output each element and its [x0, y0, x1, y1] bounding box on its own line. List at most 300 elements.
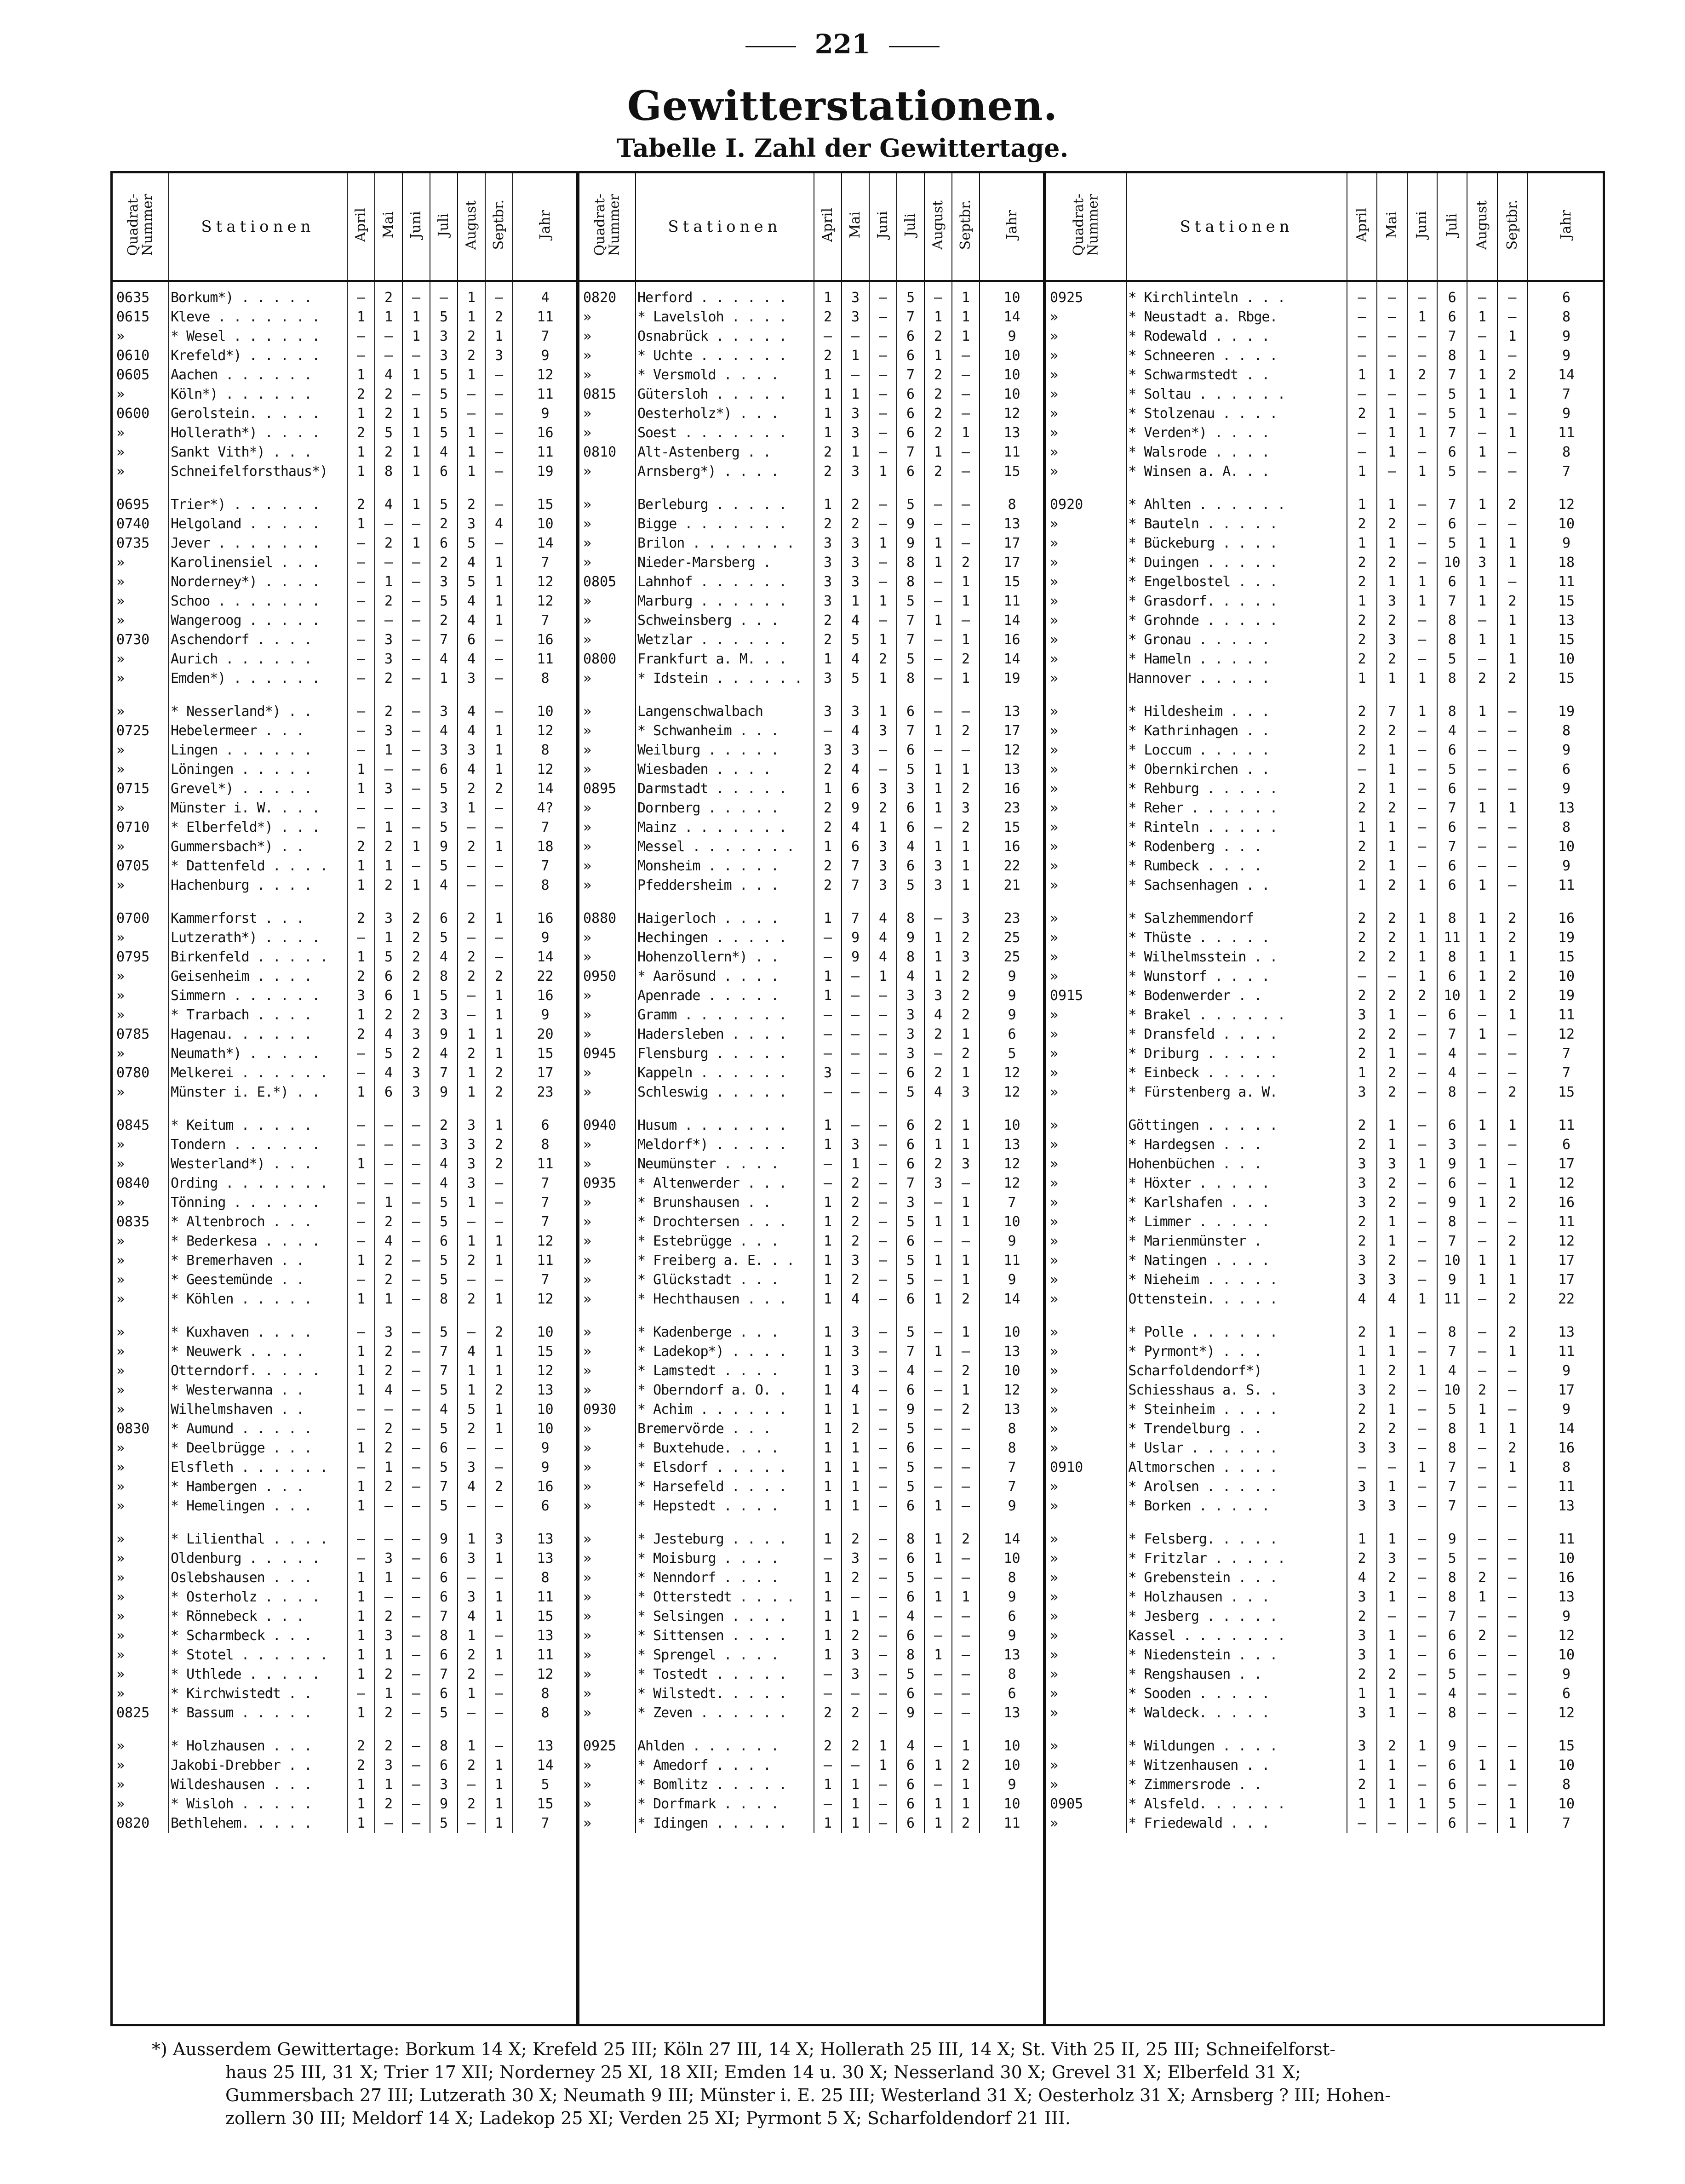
quadrat-number: »: [1046, 1251, 1126, 1270]
count-jahr: 17: [1558, 1156, 1575, 1172]
count-august: —: [1467, 1646, 1497, 1665]
station-name: * Felsberg. . . . .: [1126, 1530, 1347, 1549]
station-name: Aschendorf . . . .: [169, 630, 347, 650]
station-name: * Selsingen . . . .: [636, 1607, 814, 1626]
count-april: 2: [814, 462, 842, 481]
station-name: * Rengshausen . .: [1126, 1665, 1347, 1684]
count-august: —: [1467, 1063, 1497, 1083]
count-august: —: [1467, 1530, 1497, 1549]
station-row: [1046, 1458, 1605, 1477]
quadrat-number: 0725: [113, 721, 169, 741]
count-septbr: 2: [1497, 1323, 1527, 1342]
header-april: [347, 173, 375, 281]
station-row: [113, 741, 577, 760]
station-name: * Engelbostel . . .: [1126, 572, 1347, 592]
count-septbr: 2: [1497, 967, 1527, 986]
station-row: [113, 611, 577, 630]
count-mai: 1: [1377, 1342, 1407, 1361]
count-septbr: —: [485, 404, 513, 423]
count-august: 1: [1467, 1251, 1497, 1270]
spacer-cell: [458, 1723, 485, 1737]
count-juni: —: [402, 1607, 430, 1626]
spacer-cell: [1467, 1102, 1497, 1116]
count-jahr: 7: [541, 612, 550, 629]
count-april: —: [1347, 346, 1377, 366]
count-juni: 1: [402, 404, 430, 423]
count-juni: —: [869, 1342, 897, 1361]
quadrat-number: »: [113, 423, 169, 443]
count-juni: —: [402, 1193, 430, 1212]
station-name: * Witzenhausen . .: [1126, 1756, 1347, 1775]
count-mai: 1: [1377, 1116, 1407, 1135]
count-april: —: [347, 1116, 375, 1135]
quadrat-number: »: [579, 592, 636, 611]
spacer-cell: [814, 688, 842, 702]
group-spacer: [113, 1309, 577, 1323]
station-row: [579, 1795, 1044, 1814]
count-juni: 2: [402, 948, 430, 967]
count-april: 1: [347, 1439, 375, 1458]
station-row: [113, 967, 577, 986]
station-name: * Schneeren . . . .: [1126, 346, 1347, 366]
count-juli: 6: [1437, 281, 1467, 308]
count-april: —: [347, 669, 375, 688]
count-august: 1: [1467, 876, 1497, 895]
quadrat-number: »: [579, 308, 636, 327]
count-april: 2: [1347, 986, 1377, 1006]
page-number-text: 221: [814, 29, 871, 60]
count-august: —: [1467, 1212, 1497, 1232]
station-name: * Obernkirchen . .: [1126, 760, 1347, 779]
count-juli: 6: [897, 1795, 924, 1814]
count-juni: —: [402, 721, 430, 741]
spacer-cell: [1467, 1723, 1497, 1737]
quadrat-number: »: [113, 986, 169, 1006]
count-septbr: —: [952, 534, 980, 553]
count-august: 1: [1467, 1270, 1497, 1290]
header-quadrat-nummer: [1046, 173, 1126, 281]
count-april: —: [347, 702, 375, 721]
station-name: * Harsefeld . . . .: [636, 1477, 814, 1497]
count-septbr: 1: [952, 592, 980, 611]
count-mai: 4: [842, 650, 869, 669]
spacer-cell: [842, 1102, 869, 1116]
spacer-cell: [1407, 1102, 1437, 1116]
count-mai: 1: [1377, 1704, 1407, 1723]
spacer-cell: [375, 1309, 402, 1323]
count-jahr: 9: [541, 1007, 550, 1023]
count-mai: 2: [842, 1419, 869, 1439]
count-juni: —: [1407, 650, 1437, 669]
quadrat-number: »: [1046, 572, 1126, 592]
count-mai: 6: [375, 1083, 402, 1102]
count-juni: —: [402, 1704, 430, 1723]
count-juli: 5: [430, 986, 458, 1006]
count-juni: —: [402, 572, 430, 592]
count-juli: 7: [1437, 1232, 1467, 1251]
count-jahr: 21: [1003, 877, 1020, 893]
header-quadrat-nummer-label: Quadrat- Nummer: [592, 194, 623, 256]
count-mai: 1: [1377, 1323, 1407, 1342]
count-juni: —: [402, 281, 430, 308]
count-juli: 5: [1437, 1549, 1467, 1568]
count-jahr: 13: [1003, 761, 1020, 778]
spacer-cell: [814, 1516, 842, 1530]
spacer-cell: [869, 1516, 897, 1530]
count-mai: 5: [842, 669, 869, 688]
station-name: Hechingen . . . . .: [636, 928, 814, 948]
count-juli: 3: [897, 779, 924, 799]
count-septbr: 3: [952, 1083, 980, 1102]
count-juni: —: [1407, 1814, 1437, 1833]
count-mai: 1: [1377, 404, 1407, 423]
count-august: 1: [1467, 799, 1497, 818]
station-name: Lingen . . . . . .: [169, 741, 347, 760]
count-juli: 6: [1437, 1756, 1467, 1775]
footnote-line: haus 25 III, 31 X; Trier 17 XII; Norderney 25 XI, 18 XII; Emden 14 u. 30 X; Nesserland 30 X; Grevel 31 X; Elberfeld 31 X;: [225, 2062, 1301, 2082]
count-septbr: 1: [485, 592, 513, 611]
count-august: —: [924, 650, 952, 669]
count-juli: 3: [897, 1044, 924, 1063]
header-april-label: April: [353, 207, 369, 242]
count-jahr: 14: [537, 781, 554, 797]
count-august: 1: [1467, 909, 1497, 928]
count-juli: 7: [1437, 1458, 1467, 1477]
count-septbr: 2: [1497, 366, 1527, 385]
count-juli: 5: [430, 1270, 458, 1290]
count-juli: 6: [1437, 779, 1467, 799]
station-row: [1046, 1063, 1605, 1083]
count-mai: 2: [1377, 1063, 1407, 1083]
count-august: 1: [1467, 1588, 1497, 1607]
quadrat-number: »: [579, 630, 636, 650]
count-septbr: —: [1497, 1044, 1527, 1063]
count-juli: 6: [1437, 1006, 1467, 1025]
station-row: [579, 1116, 1044, 1135]
count-juli: 5: [430, 857, 458, 876]
quadrat-number: 0605: [113, 366, 169, 385]
station-name: * Lamstedt . . . .: [636, 1361, 814, 1381]
header-juli-label: Juli: [1444, 213, 1460, 237]
count-mai: 6: [375, 986, 402, 1006]
station-name: * Hechthausen . . .: [636, 1290, 814, 1309]
count-jahr: 15: [537, 497, 554, 513]
count-mai: 7: [842, 857, 869, 876]
count-juni: 1: [402, 423, 430, 443]
header-quadrat-nummer-label: Quadrat- Nummer: [125, 194, 156, 256]
count-april: 3: [1347, 1737, 1377, 1756]
count-septbr: 1: [952, 1323, 980, 1342]
station-row: [1046, 702, 1605, 721]
count-april: 2: [1347, 1044, 1377, 1063]
count-juli: 6: [897, 1626, 924, 1646]
count-august: 2: [924, 1025, 952, 1044]
count-april: 2: [347, 967, 375, 986]
count-august: 2: [924, 1063, 952, 1083]
spacer-cell: [347, 1723, 375, 1737]
count-august: —: [924, 572, 952, 592]
count-septbr: 1: [485, 986, 513, 1006]
spacer-cell: [1437, 1723, 1467, 1737]
quadrat-number: »: [113, 1290, 169, 1309]
quadrat-number: »: [579, 553, 636, 572]
spacer-cell: [869, 688, 897, 702]
count-juni: —: [1407, 1025, 1437, 1044]
spacer-cell: [1347, 1723, 1377, 1737]
spacer-cell: [430, 1309, 458, 1323]
station-row: [1046, 1342, 1605, 1361]
count-septbr: —: [1497, 1549, 1527, 1568]
station-name: * Achim . . . . . .: [636, 1400, 814, 1419]
station-name: Kassel . . . . . . .: [1126, 1626, 1347, 1646]
count-april: 1: [347, 1795, 375, 1814]
count-juli: 5: [1437, 385, 1467, 404]
station-name: * Thüste . . . . .: [1126, 928, 1347, 948]
count-septbr: 2: [1497, 986, 1527, 1006]
count-juli: 5: [430, 592, 458, 611]
station-row: [1046, 611, 1605, 630]
station-name: Borkum*) . . . . .: [169, 281, 347, 308]
station-row: [113, 669, 577, 688]
count-septbr: 1: [1497, 385, 1527, 404]
header-septbr: [485, 173, 513, 281]
count-august: —: [1467, 1795, 1497, 1814]
station-name: Kleve . . . . . . .: [169, 308, 347, 327]
count-mai: 1: [842, 1439, 869, 1458]
count-juli: 4: [430, 443, 458, 462]
count-juli: 6: [897, 1381, 924, 1400]
count-mai: 2: [1377, 1381, 1407, 1400]
count-juni: —: [869, 443, 897, 462]
station-row: [1046, 1756, 1605, 1775]
count-august: —: [458, 1497, 485, 1516]
count-august: 1: [924, 1342, 952, 1361]
count-jahr: 10: [1558, 1647, 1575, 1663]
count-juni: —: [869, 1212, 897, 1232]
station-row: [1046, 909, 1605, 928]
count-jahr: 15: [537, 1344, 554, 1360]
count-mai: 3: [842, 702, 869, 721]
spacer-cell: [579, 1309, 636, 1323]
count-mai: 2: [1377, 1174, 1407, 1193]
count-april: 1: [814, 1530, 842, 1549]
spacer-cell: [458, 1102, 485, 1116]
station-name: Dornberg . . . . .: [636, 799, 814, 818]
quadrat-number: »: [579, 1063, 636, 1083]
count-april: —: [347, 1044, 375, 1063]
count-jahr: 8: [1008, 1421, 1016, 1437]
count-april: —: [347, 818, 375, 837]
spacer-cell: [1407, 1309, 1437, 1323]
count-juli: 3: [897, 1193, 924, 1212]
table-panel-2: [579, 173, 1046, 2024]
count-jahr: 12: [1003, 742, 1020, 758]
count-juni: —: [869, 1193, 897, 1212]
count-jahr: 9: [1562, 535, 1571, 551]
station-row: [113, 1626, 577, 1646]
count-septbr: 1: [485, 1795, 513, 1814]
spacer-cell: [1527, 481, 1605, 495]
count-juli: 5: [430, 1381, 458, 1400]
count-juli: 5: [897, 1419, 924, 1439]
count-august: —: [1467, 1361, 1497, 1381]
count-jahr: 16: [1003, 839, 1020, 855]
count-juni: —: [1407, 1135, 1437, 1155]
count-april: 2: [1347, 1025, 1377, 1044]
station-name: Jever . . . . . . .: [169, 534, 347, 553]
count-juni: —: [1407, 1174, 1437, 1193]
spacer-cell: [952, 1102, 980, 1116]
count-septbr: 1: [485, 721, 513, 741]
station-name: * Estebrügge . . .: [636, 1232, 814, 1251]
count-juni: —: [1407, 1251, 1437, 1270]
count-jahr: 23: [1003, 800, 1020, 816]
gewitter-table: [113, 173, 577, 1833]
station-row: [113, 1568, 577, 1588]
count-jahr: 16: [537, 988, 554, 1004]
station-row: [579, 1323, 1044, 1342]
quadrat-number: »: [1046, 1549, 1126, 1568]
count-septbr: 2: [1497, 495, 1527, 515]
station-name: Sankt Vith*) . . .: [169, 443, 347, 462]
count-mai: —: [1377, 346, 1407, 366]
count-juni: —: [869, 553, 897, 572]
count-mai: 4: [375, 1232, 402, 1251]
quadrat-number: »: [113, 1193, 169, 1212]
count-mai: 3: [842, 553, 869, 572]
station-row: [113, 346, 577, 366]
count-juli: 5: [1437, 534, 1467, 553]
count-juni: —: [869, 1135, 897, 1155]
count-juni: 1: [1407, 308, 1437, 327]
count-april: 1: [814, 281, 842, 308]
count-juli: 8: [897, 669, 924, 688]
count-juli: 5: [430, 366, 458, 385]
count-august: 1: [1467, 1116, 1497, 1135]
count-juni: 2: [402, 928, 430, 948]
count-septbr: —: [1497, 818, 1527, 837]
station-name: * Friedewald . . .: [1126, 1814, 1347, 1833]
count-april: 1: [814, 1251, 842, 1270]
count-jahr: 9: [1008, 988, 1016, 1004]
quadrat-number: »: [1046, 1232, 1126, 1251]
count-juli: 8: [1437, 1323, 1467, 1342]
station-row: [579, 1342, 1044, 1361]
count-juli: 2: [430, 553, 458, 572]
count-mai: —: [375, 1400, 402, 1419]
count-jahr: 9: [1562, 1401, 1571, 1418]
count-septbr: —: [485, 1568, 513, 1588]
count-august: —: [1467, 1232, 1497, 1251]
count-juli: 7: [1437, 495, 1467, 515]
count-juli: 5: [430, 818, 458, 837]
station-row: [1046, 1155, 1605, 1174]
spacer-cell: [1347, 1516, 1377, 1530]
quadrat-number: »: [579, 876, 636, 895]
count-juli: 5: [897, 1323, 924, 1342]
quadrat-number: »: [113, 1684, 169, 1704]
station-row: [579, 837, 1044, 857]
count-jahr: 19: [1003, 670, 1020, 686]
count-septbr: 1: [485, 553, 513, 572]
station-name: Hadersleben . . . .: [636, 1025, 814, 1044]
header-mai: [842, 173, 869, 281]
count-august: —: [1467, 1549, 1497, 1568]
count-april: 2: [1347, 741, 1377, 760]
count-jahr: 23: [1003, 910, 1020, 926]
count-juli: 3: [430, 572, 458, 592]
station-row: [579, 1588, 1044, 1607]
station-name: * Niedenstein . . .: [1126, 1646, 1347, 1665]
count-septbr: —: [952, 1646, 980, 1665]
count-august: 2: [458, 1795, 485, 1814]
spacer-cell: [375, 895, 402, 909]
count-mai: —: [1377, 1607, 1407, 1626]
count-august: 1: [1467, 928, 1497, 948]
spacer-cell: [485, 688, 513, 702]
count-april: 1: [814, 967, 842, 986]
spacer-cell: [1497, 1309, 1527, 1323]
station-row: [113, 779, 577, 799]
count-april: —: [347, 650, 375, 669]
count-august: 6: [458, 630, 485, 650]
count-juli: 6: [430, 1568, 458, 1588]
count-juli: 5: [430, 1497, 458, 1516]
quadrat-number: »: [579, 462, 636, 481]
quadrat-number: »: [1046, 327, 1126, 346]
count-septbr: —: [485, 948, 513, 967]
count-juli: 3: [430, 799, 458, 818]
spacer-cell: [980, 1309, 1044, 1323]
station-row: [579, 1439, 1044, 1458]
count-septbr: 1: [952, 1795, 980, 1814]
count-septbr: —: [952, 1684, 980, 1704]
quadrat-number: 0820: [579, 281, 636, 308]
count-juni: —: [869, 1044, 897, 1063]
count-jahr: 25: [1003, 949, 1020, 965]
count-juni: —: [1407, 779, 1437, 799]
count-august: 1: [924, 779, 952, 799]
station-row: [113, 1323, 577, 1342]
count-juli: 5: [897, 1665, 924, 1684]
count-mai: —: [842, 1044, 869, 1063]
station-row: [1046, 948, 1605, 967]
station-row: [579, 404, 1044, 423]
count-august: 1: [1467, 1756, 1497, 1775]
count-jahr: 9: [1562, 1608, 1571, 1624]
count-mai: 2: [375, 443, 402, 462]
quadrat-number: »: [579, 1756, 636, 1775]
quadrat-number: »: [113, 669, 169, 688]
count-jahr: 9: [541, 1440, 550, 1456]
count-juni: —: [869, 1174, 897, 1193]
station-row: [579, 909, 1044, 928]
count-august: 2: [458, 909, 485, 928]
station-name: * Aarösund . . . .: [636, 967, 814, 986]
header-jahr-label: Jahr: [537, 210, 553, 240]
count-mai: 3: [842, 404, 869, 423]
header-juli: [430, 173, 458, 281]
count-jahr: 16: [1558, 910, 1575, 926]
quadrat-number: 0945: [579, 1044, 636, 1063]
count-septbr: 1: [952, 1116, 980, 1135]
station-name: * Kirchlinteln . . .: [1126, 281, 1347, 308]
count-septbr: —: [485, 443, 513, 462]
count-septbr: 1: [485, 741, 513, 760]
count-juni: —: [869, 1155, 897, 1174]
station-row: [579, 1704, 1044, 1723]
count-august: —: [1467, 818, 1497, 837]
